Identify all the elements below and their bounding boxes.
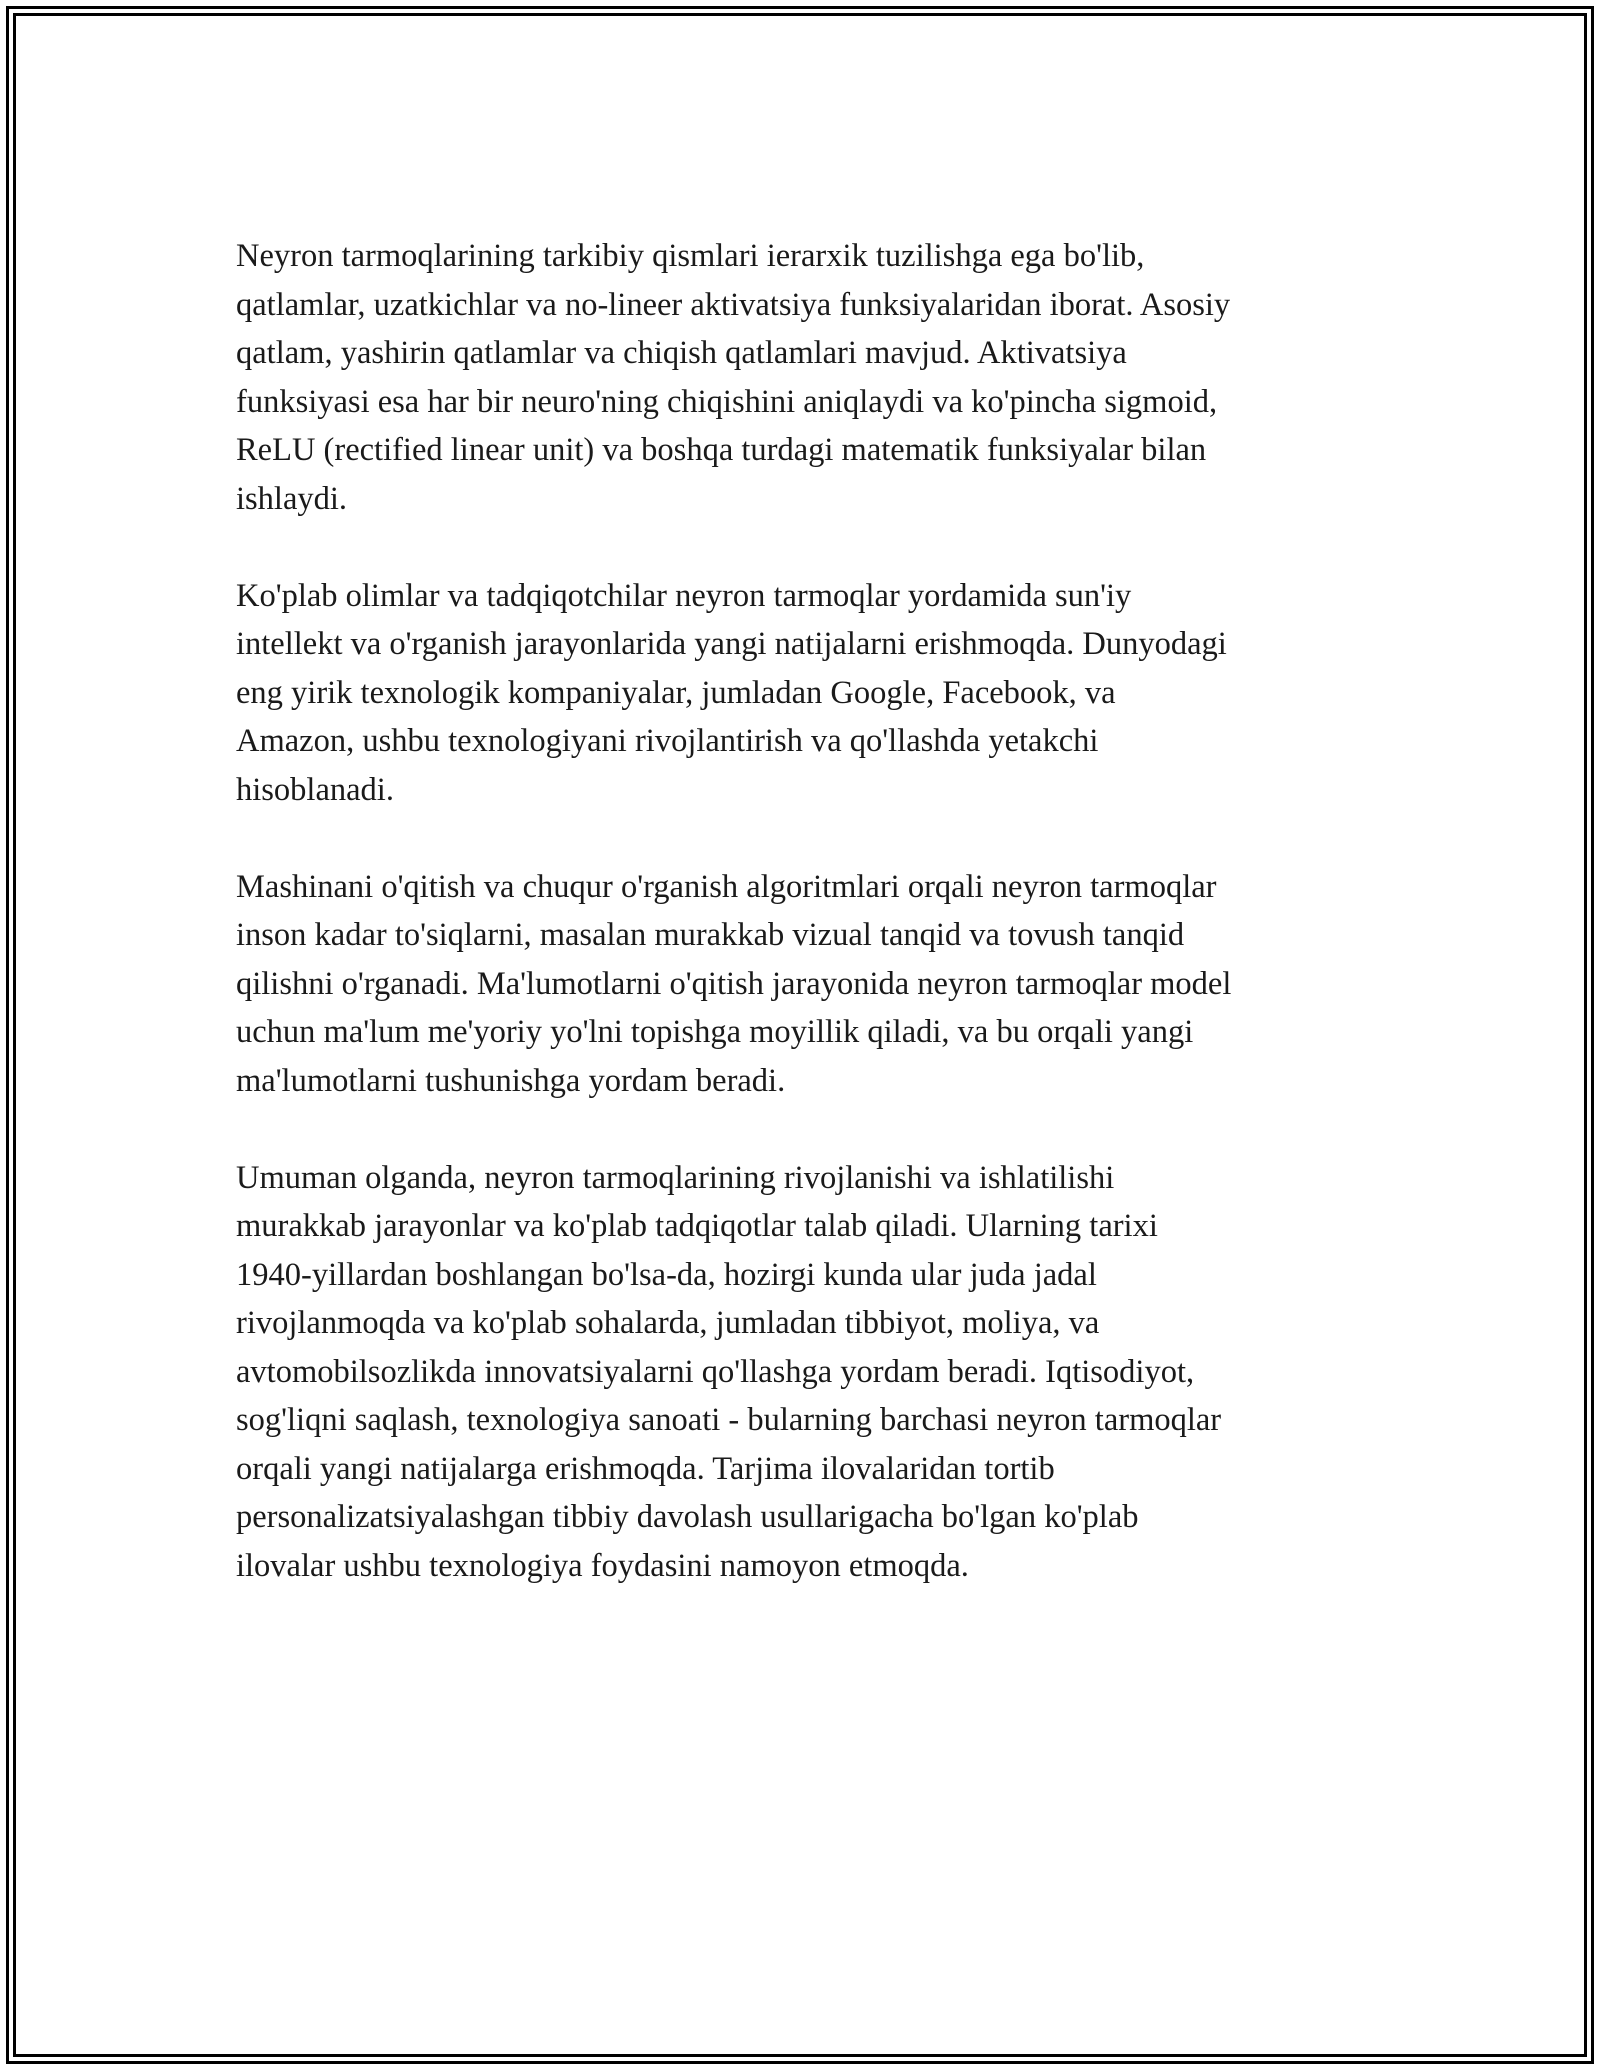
paragraph-4: Umuman olganda, neyron tarmoqlarining rivojlanishi va ishlatilishi murakkab jarayonlar va ko'plab tadqiqotlar talab qiladi. Ularning tarixi 1940-yillardan boshlangan bo'lsa-da, hozirgi kunda ular juda jadal rivojlanmoqda va ko'plab sohalarda, jumladan tibbiyot, moliya, va avtomobilsozlikda innovatsiyalarni qo'llashga yordam beradi. Iqtisodiyot, sog'liqni saqlash, texnologiya sanoati - bularning barchasi neyron tarmoqlar orqali yangi natijalarga erishmoqda. Tarjima ilovalaridan tortib personalizatsiyalashgan tibbiy davolash usullarigacha bo'lgan ko'plab ilovalar ushbu texnologiya foydasini namoyon etmoqda. bbox=[236, 1159, 1222, 1584]
paragraph-3: Mashinani o'qitish va chuqur o'rganish algoritmlari orqali neyron tarmoqlar inson kadar to'siqlarni, masalan murakkab vizual tanqid va tovush tanqid qilishni o'rganadi. Ma'lumotlarni o'qitish jarayonida neyron tarmoqlar model uchun ma'lum me'yoriy yo'lni topishga moyillik qiladi, va bu orqali yangi ma'lumotlarni tushunishga yordam beradi. bbox=[236, 868, 1232, 1099]
paragraph-2: Ko'plab olimlar va tadqiqotchilar neyron tarmoqlar yordamida sun'iy intellekt va o'rganish jarayonlarida yangi natijalarni erishmoqda. Dunyodagi eng yirik texnologik kompaniyalar, jumladan Google, Facebook, va Amazon, ushbu texnologiyani rivojlantirish va qo'llashda yetakchi hisoblanadi. bbox=[236, 577, 1227, 808]
paragraph-1: Neyron tarmoqlarining tarkibiy qismlari ierarxik tuzilishga ega bo'lib, qatlamlar, uzatkichlar va no-lineer aktivatsiya funksiyalaridan iborat. Asosiy qatlam, yashirin qatlamlar va chiqish qatlamlari mavjud. Aktivatsiya funksiyasi esa har bir neuro'ning chiqishini aniqlaydi va ko'pincha sigmoid, ReLU (rectified linear unit) va boshqa turdagi matematik funksiyalar bilan ishlaydi. bbox=[236, 238, 1231, 517]
document-body bbox=[236, 232, 1386, 1639]
